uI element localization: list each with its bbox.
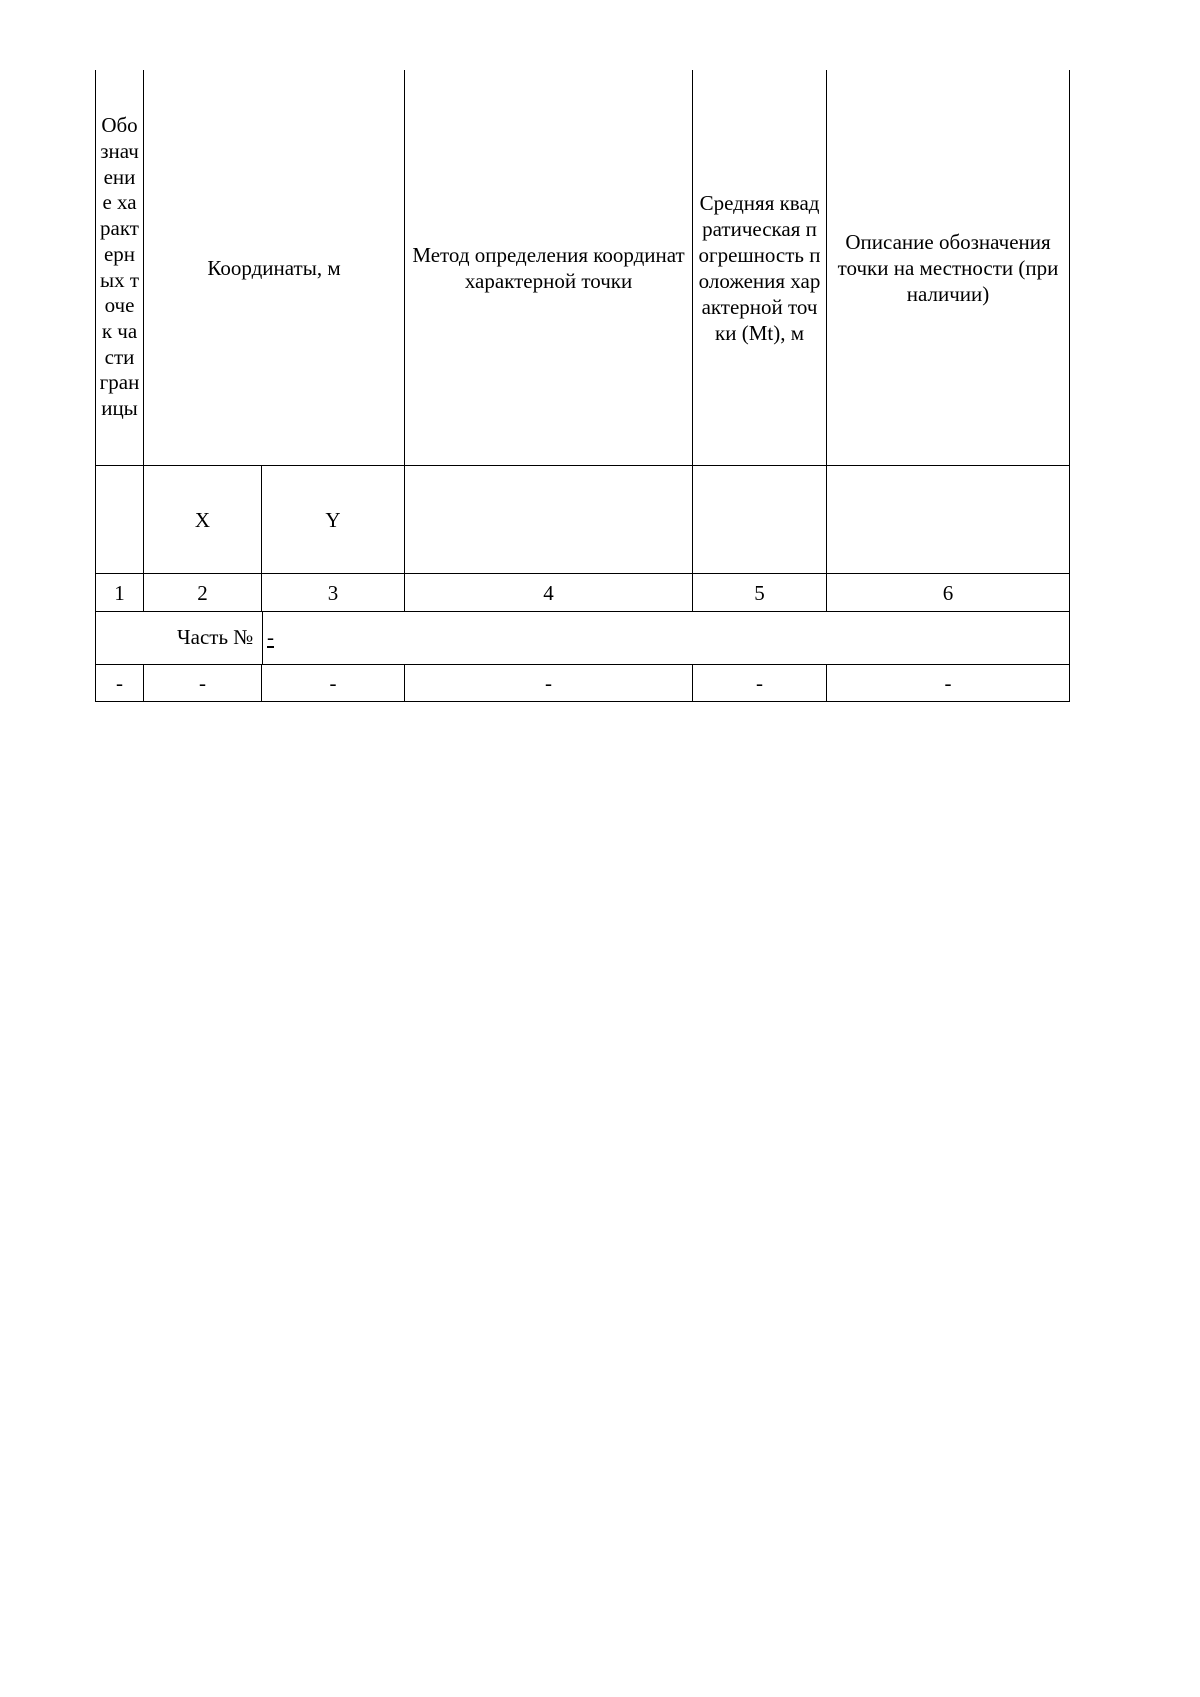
column-number: 6 [827, 574, 1070, 612]
header-row [96, 70, 1070, 466]
subheader-y: Y [262, 466, 405, 574]
table-cell: - [96, 665, 144, 702]
part-number-value: - [267, 625, 274, 649]
column-number: 3 [262, 574, 405, 612]
column-numbers-row [96, 574, 1070, 612]
table-cell: - [262, 665, 405, 702]
header-coordinates: Координаты, м [144, 70, 405, 466]
column-number: 4 [405, 574, 693, 612]
column-number: 2 [144, 574, 262, 612]
subheader-row [96, 466, 1070, 574]
header-point-designation: Обозначение характерных точек части границы [96, 70, 144, 466]
part-label: Часть № [177, 625, 254, 649]
column-number: 1 [96, 574, 144, 612]
subheader-empty-1 [96, 466, 144, 574]
part-row [96, 612, 1070, 665]
coordinates-table [95, 70, 1070, 702]
table-cell: - [144, 665, 262, 702]
header-point-description: Описание обозначения точки на местности (при наличии) [827, 70, 1070, 466]
table-cell: - [405, 665, 693, 702]
column-number: 5 [693, 574, 827, 612]
part-divider [262, 612, 263, 664]
subheader-empty-6 [827, 466, 1070, 574]
subheader-empty-5 [693, 466, 827, 574]
header-mean-square-error: Средняя квадратическая погрешность положения характерной точки (Mt), м [693, 70, 827, 466]
header-method: Метод определения координат характерной точки [405, 70, 693, 466]
table-row [96, 665, 1070, 702]
subheader-x: X [144, 466, 262, 574]
table-cell: - [827, 665, 1070, 702]
subheader-empty-4 [405, 466, 693, 574]
table-cell: - [693, 665, 827, 702]
part-cell [96, 612, 1070, 665]
